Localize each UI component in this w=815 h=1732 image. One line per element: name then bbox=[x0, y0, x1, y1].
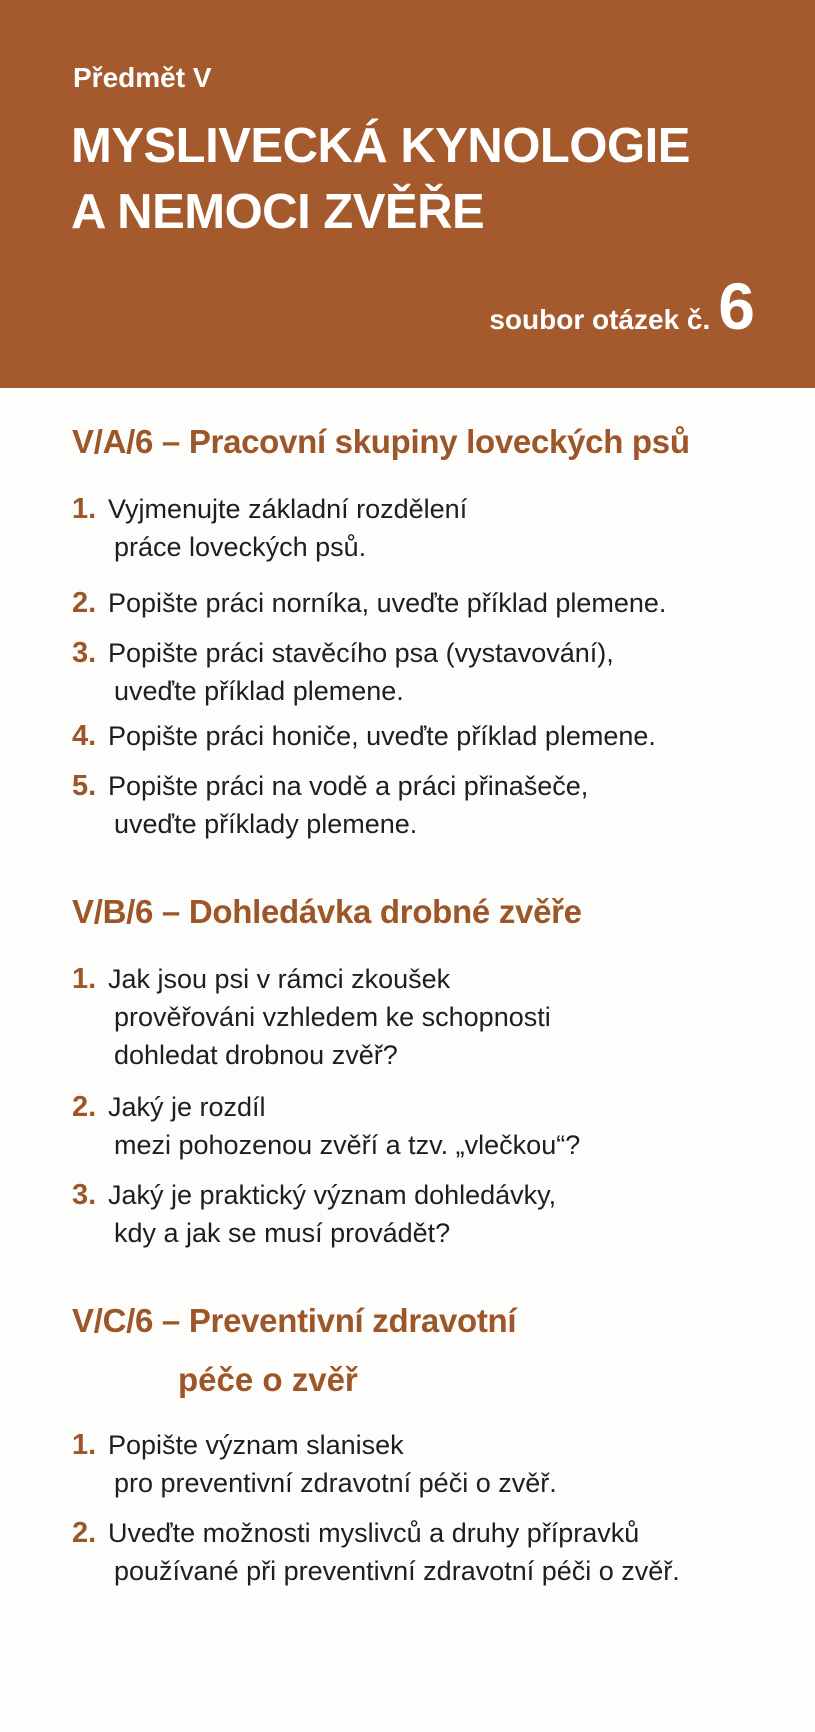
question-text: uveďte příklady plemene. bbox=[114, 809, 418, 839]
question-text: prověřováni vzhledem ke schopnosti bbox=[114, 1002, 551, 1032]
question-number: 1. bbox=[72, 1429, 97, 1461]
question-text: mezi pohozenou zvěří a tzv. „vlečkou“? bbox=[114, 1130, 581, 1160]
title-line-2: A NEMOCI ZVĚŘE bbox=[71, 185, 485, 239]
question-item bbox=[72, 1088, 792, 1164]
question-item bbox=[72, 960, 792, 1074]
section-title: V/A/6 – Pracovní skupiny loveckých psů bbox=[72, 423, 690, 460]
title-line-1: MYSLIVECKÁ KYNOLOGIE bbox=[71, 119, 690, 173]
question-text: kdy a jak se musí provádět? bbox=[114, 1218, 451, 1248]
question-item bbox=[72, 1514, 792, 1590]
question-item bbox=[72, 634, 792, 710]
question-set-text: soubor otázek č. bbox=[489, 304, 711, 335]
question-number: 3. bbox=[72, 637, 97, 669]
question-item bbox=[72, 584, 792, 622]
question-text: uveďte příklad plemene. bbox=[114, 676, 404, 706]
question-text: Jak jsou psi v rámci zkoušek bbox=[108, 964, 451, 994]
question-number: 1. bbox=[72, 493, 97, 525]
question-set-label bbox=[489, 268, 755, 344]
question-text: Uveďte možnosti myslivců a druhy přípravků bbox=[108, 1518, 640, 1548]
question-text: dohledat drobnou zvěř? bbox=[114, 1040, 398, 1070]
question-number: 5. bbox=[72, 770, 97, 802]
question-text: Popište práci na vodě a práci přinašeče, bbox=[108, 771, 589, 801]
question-text: Vyjmenujte základní rozdělení bbox=[108, 494, 468, 524]
question-number: 4. bbox=[72, 720, 97, 752]
section-title: V/C/6 – Preventivní zdravotní bbox=[72, 1302, 517, 1339]
question-text: Popište práci stavěcího psa (vystavování), bbox=[108, 638, 614, 668]
question-text: Jaký je praktický význam dohledávky, bbox=[108, 1180, 557, 1210]
question-set-number: 6 bbox=[718, 269, 755, 343]
question-item bbox=[72, 767, 792, 843]
question-number: 3. bbox=[72, 1179, 97, 1211]
question-text: Popište význam slanisek bbox=[108, 1430, 404, 1460]
question-number: 2. bbox=[72, 587, 97, 619]
subject-label: Předmět V bbox=[73, 62, 212, 93]
question-text: Popište práci honiče, uveďte příklad plemene. bbox=[108, 721, 656, 751]
question-number: 1. bbox=[72, 963, 97, 995]
question-text: Jaký je rozdíl bbox=[108, 1092, 266, 1122]
question-item bbox=[72, 1176, 792, 1252]
section-title: V/B/6 – Dohledávka drobné zvěře bbox=[72, 893, 582, 930]
question-number: 2. bbox=[72, 1091, 97, 1123]
question-item bbox=[72, 1426, 792, 1502]
question-text: pro preventivní zdravotní péči o zvěř. bbox=[114, 1468, 557, 1498]
question-text: používané při preventivní zdravotní péči o zvěř. bbox=[114, 1556, 680, 1586]
question-item bbox=[72, 490, 792, 566]
section-title-continuation: péče o zvěř bbox=[178, 1361, 358, 1398]
question-text: Popište práci norníka, uveďte příklad plemene. bbox=[108, 588, 667, 618]
question-item bbox=[72, 717, 792, 755]
header-banner bbox=[0, 0, 815, 388]
question-text: práce loveckých psů. bbox=[114, 532, 367, 562]
question-number: 2. bbox=[72, 1517, 97, 1549]
